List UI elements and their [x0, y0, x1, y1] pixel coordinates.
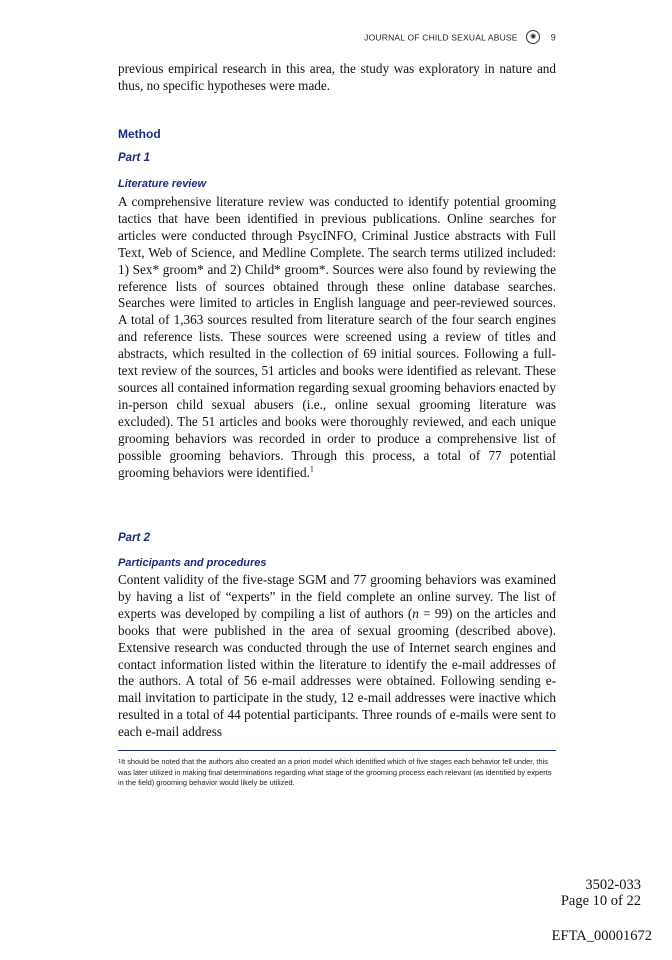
footnote-ref: 1: [309, 464, 314, 474]
method-heading: Method: [118, 127, 161, 141]
footnote-number: 1: [118, 759, 122, 765]
participants-text-b: = 99) on the articles and books that were published in the area of sexual grooming (described above). Extensive research was conducted through the use of Internet search engines and contact information listed within the literature to identify the e-mail addresses of the authors. A total of 56 e-mail addresses were obtained. Following sending e-mail invitation to participate in the study, 12 e-mail addresses were inactive which resulted in a total of 44 potential participants. Three rounds of e-mails were sent to each e-mail address: [118, 605, 556, 740]
footnote-text: It should be noted that the authors also created an a priori model which identified which of five stages each behavior fell under, this was later utilized in making final determinations regarding what stage of the grooming process each relevant (as identified by experts in the field) grooming behavior would likely be utilized.: [118, 757, 552, 788]
doc-id: 3502-033: [585, 877, 641, 893]
participants-heading: Participants and procedures: [118, 557, 267, 569]
literature-review-heading: Literature review: [118, 178, 207, 190]
footnote-rule: [118, 750, 556, 751]
journal-title: JOURNAL OF CHILD SEXUAL ABUSE: [364, 32, 518, 43]
intro-paragraph: previous empirical research in this area, the study was exploratory in nature and thus, no specific hypotheses were made.: [118, 61, 556, 93]
literature-review-text: A comprehensive literature review was conducted to identify potential grooming tactics that have been identified in previous publications. Online searches for articles were conducted through PsycINFO, Criminal Justice abstracts with Full Text, Web of Science, and Medline Complete. The search terms utilized included: 1) Sex* groom* and 2) Child* groom*. Sources were also found by reviewing the reference lists of sources obtained through these online database searches. Searches were limited to articles in English language and peer-reviewed sources. A total of 1,363 sources resulted from literature search of the four search engines and reference lists. These sources were screened using a review of titles and abstracts, which resulted in the collection of 69 initial sources. Following a full-text review of the sources, 51 articles and books were identified as relevant. These sources all contained information regarding sexual grooming behaviors enacted by in-person child sexual abusers (i.e., online sexual grooming literature was excluded). The 51 articles and books were thoroughly reviewed, and each unique grooming behaviors was recorded in order to produce a comprehensive list of possible grooming behaviors. Through this process, a total of 77 potential grooming behaviors were identified.: [118, 194, 556, 480]
n-symbol: n: [412, 605, 419, 621]
part2-heading: Part 2: [118, 532, 150, 544]
participants-paragraph: [118, 572, 556, 741]
header-page-number: 9: [550, 32, 556, 43]
literature-review-paragraph: [118, 194, 556, 481]
page-of: Page 10 of 22: [560, 893, 641, 909]
bates-number: EFTA_00001672: [551, 928, 652, 944]
running-header: [118, 31, 556, 45]
participants-text-a: Content validity of the five-stage SGM and 77 grooming behaviors was examined by having a list of “experts” in the field complete an online survey. The list of experts was developed by compiling a list of authors (: [118, 572, 556, 621]
footnote: [118, 757, 556, 789]
part1-heading: Part 1: [118, 152, 150, 164]
crossmark-icon: ◉: [526, 30, 540, 44]
